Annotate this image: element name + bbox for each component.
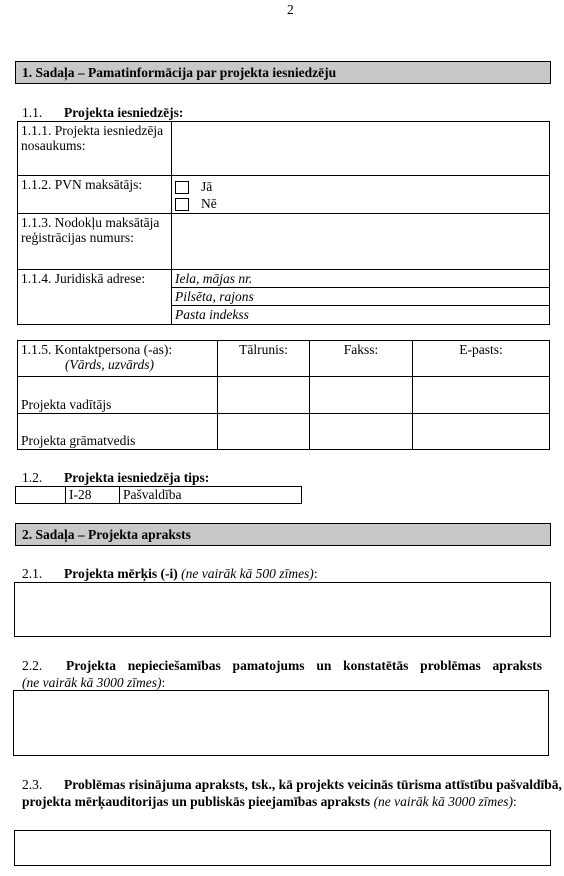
solution-description-field[interactable] <box>14 830 551 866</box>
legal-address-fields <box>172 270 550 325</box>
subsection-2-2-heading: 2.2. Projekta nepieciešamības pamatojums un konstatētās problēmas apraksts (ne vairāk kā 3000 zīmes): <box>22 658 542 690</box>
vat-no-checkbox[interactable] <box>175 198 189 211</box>
vat-yes-label: Jā <box>201 179 213 194</box>
vat-payer-label: 1.1.2. PVN maksātājs: <box>18 176 172 214</box>
project-justification-field[interactable] <box>13 690 549 756</box>
contact-table <box>17 340 550 450</box>
tax-number-field[interactable] <box>172 214 550 270</box>
applicant-type-checkbox-cell[interactable] <box>16 487 66 504</box>
subsection-note: (ne vairāk kā 3000 zīmes) <box>373 794 514 809</box>
vat-payer-options <box>172 176 550 214</box>
applicant-type-code: I-28 <box>66 487 120 504</box>
project-accountant-email[interactable] <box>413 414 550 450</box>
contact-person-label: 1.1.5. Kontaktpersona (-as): <box>21 342 173 357</box>
subsection-note: (ne vairāk kā 500 zīmes) <box>181 566 314 581</box>
subsection-number: 1.1. <box>22 105 43 120</box>
project-accountant-phone[interactable] <box>218 414 310 450</box>
project-accountant-fax[interactable] <box>310 414 413 450</box>
subsection-number: 2.2. <box>22 658 43 673</box>
applicant-name-label: 1.1.1. Projekta iesniedzēja nosaukums: <box>18 122 172 176</box>
vat-no-label: Nē <box>201 196 217 211</box>
applicant-table <box>17 121 550 325</box>
subsection-number: 2.1. <box>22 566 43 581</box>
vat-yes-checkbox[interactable] <box>175 181 189 194</box>
contact-person-header <box>18 341 218 377</box>
subsection-number: 2.3. <box>22 777 43 792</box>
subsection-title: Projekta mērķis (-i) <box>64 566 178 581</box>
subsection-1-1-heading <box>22 105 183 121</box>
email-header: E-pasts: <box>413 341 550 377</box>
subsection-2-3-heading: 2.3. Problēmas risinājuma apraksts, tsk., kā projekts veicinās tūrisma attīstību pašvaldībā, projekta mērķauditorijas un publiskās pieejamības apraksts (ne vairāk kā 3000 zīmes): <box>22 777 562 809</box>
address-city-field[interactable]: Pilsēta, rajons <box>172 288 549 306</box>
tax-number-label: 1.1.3. Nodokļu maksātāja reģistrācijas numurs: <box>18 214 172 270</box>
applicant-name-field[interactable] <box>172 122 550 176</box>
project-goal-field[interactable] <box>14 582 551 637</box>
applicant-type-table <box>15 486 302 504</box>
fax-header: Fakss: <box>310 341 413 377</box>
phone-header: Tālrunis: <box>218 341 310 377</box>
project-accountant-label: Projekta grāmatvedis <box>18 414 218 450</box>
applicant-type-name: Pašvaldība <box>120 487 302 504</box>
subsection-note: (ne vairāk kā 3000 zīmes) <box>22 675 162 690</box>
page-number: 2 <box>287 2 294 17</box>
subsection-title: Projekta nepieciešamības pamatojums un konstatētās problēmas apraksts <box>66 658 542 673</box>
subsection-2-1-heading: 2.1. Projekta mērķis (-i) (ne vairāk kā 500 zīmes): <box>22 566 318 581</box>
address-zip-field[interactable]: Pasta indekss <box>175 307 249 322</box>
project-manager-phone[interactable] <box>218 377 310 414</box>
subsection-number: 1.2. <box>22 470 43 485</box>
project-manager-email[interactable] <box>413 377 550 414</box>
address-street-field[interactable]: Iela, mājas nr. <box>172 270 549 288</box>
section-1-header: 1. Sadaļa – Pamatinformācija par projekta iesniedzēju <box>15 61 551 84</box>
subsection-1-2-heading <box>22 470 209 486</box>
contact-person-sublabel: (Vārds, uzvārds) <box>65 357 154 372</box>
project-manager-label: Projekta vadītājs <box>18 377 218 414</box>
subsection-title: Projekta iesniedzēja tips: <box>64 470 210 485</box>
subsection-title: Problēmas risinājuma apraksts, tsk., kā projekts veicinās tūrisma attīstību pašvaldībā, projekta mērķauditorijas un publiskās pieejamības apraksts <box>22 777 562 809</box>
section-2-header: 2. Sadaļa – Projekta apraksts <box>15 523 551 546</box>
project-manager-fax[interactable] <box>310 377 413 414</box>
subsection-title: Projekta iesniedzējs: <box>64 105 184 120</box>
legal-address-label: 1.1.4. Juridiskā adrese: <box>18 270 172 325</box>
